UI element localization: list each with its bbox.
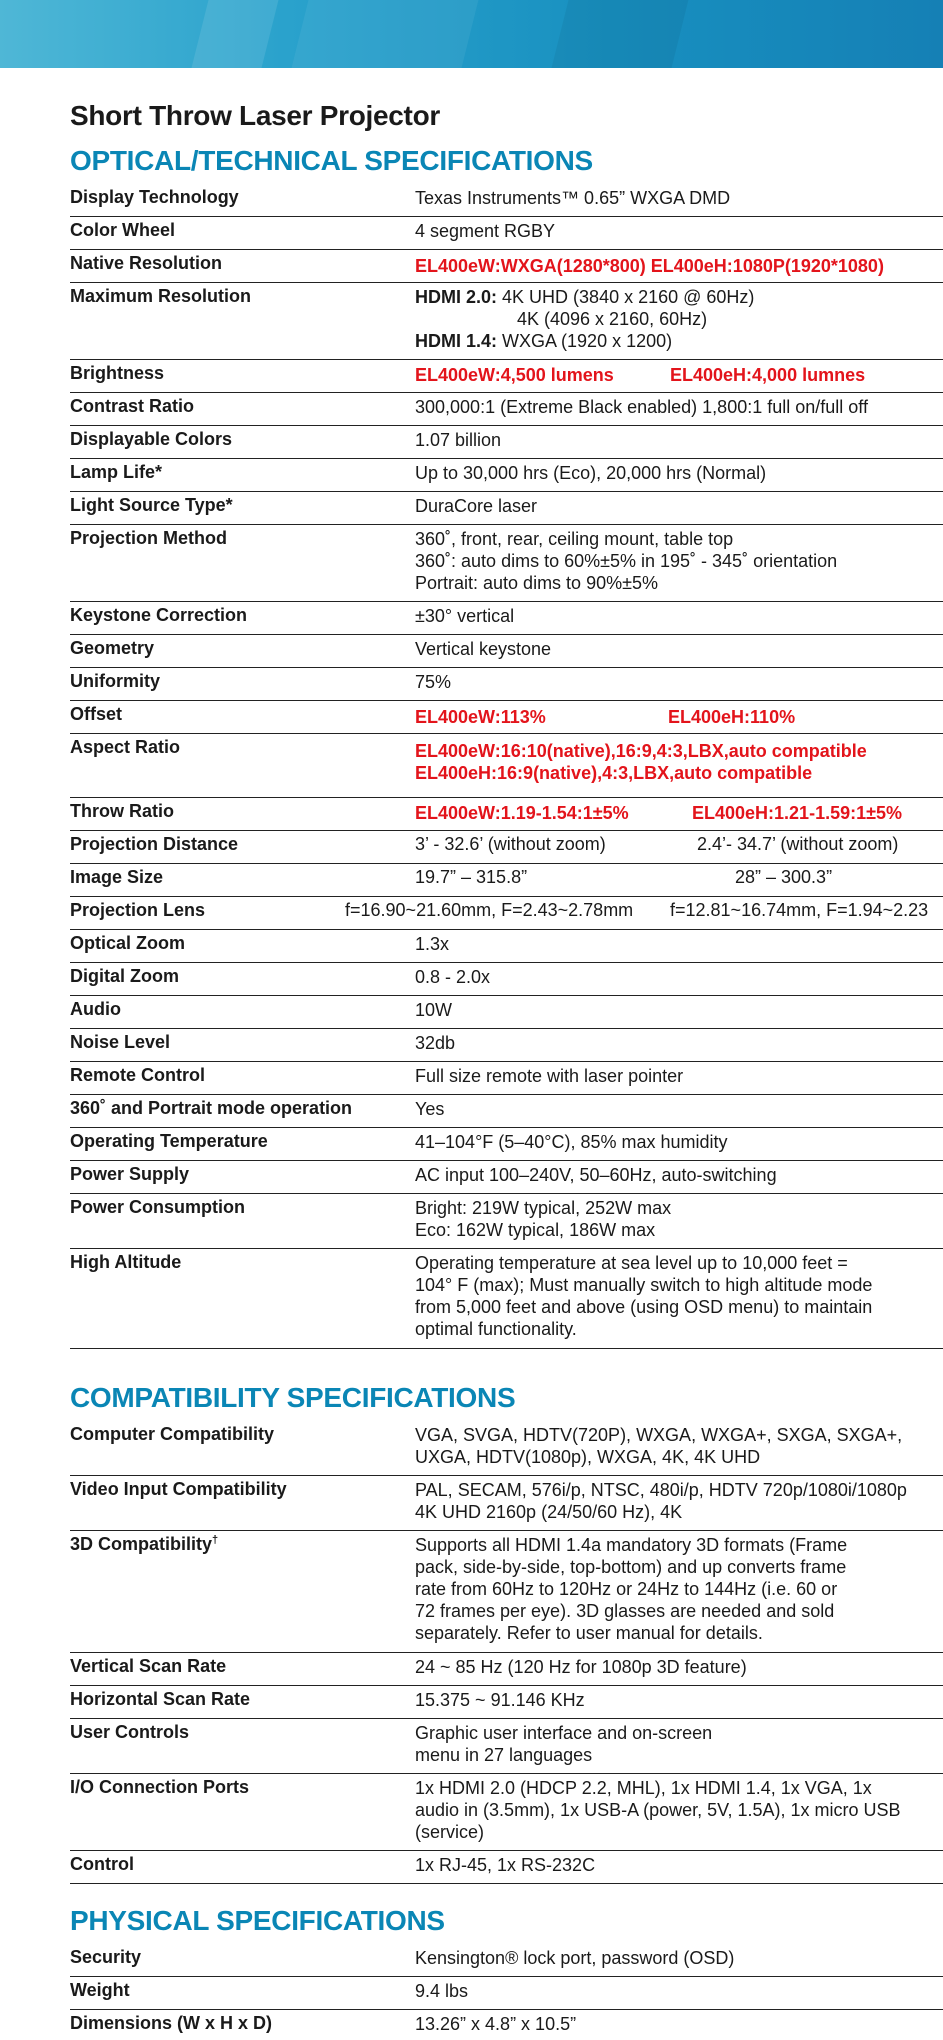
spec-label: Remote Control — [70, 1065, 205, 1085]
spec-label: Color Wheel — [70, 220, 176, 240]
spec-value-line: 4K UHD 2160p (24/50/60 Hz), 4K — [415, 1502, 683, 1522]
spec-row-aspect-ratio — [70, 734, 943, 798]
spec-value-line: 72 frames per eye). 3D glasses are needed and sold — [415, 1601, 835, 1621]
spec-label: Brightness — [70, 363, 165, 383]
spec-row-power-consumption — [70, 1194, 943, 1249]
spec-row-keystone-correction — [70, 602, 943, 635]
compatibility-spec-table — [70, 1421, 943, 1884]
spec-row-dimensions — [70, 2010, 943, 2040]
spec-value: 15.375 ~ 91.146 KHz — [415, 1690, 585, 1710]
spec-row-color-wheel — [70, 217, 943, 250]
spec-value-multiline — [415, 1534, 847, 1644]
spec-value-multiline — [415, 1252, 872, 1340]
spec-label: Power Consumption — [70, 1197, 245, 1217]
spec-value: 1.3x — [415, 934, 450, 954]
spec-value: Vertical keystone — [415, 639, 552, 659]
spec-row-weight — [70, 1977, 943, 2010]
spec-row-uniformity — [70, 668, 943, 701]
spec-row-projection-method — [70, 525, 943, 602]
spec-label: Lamp Life* — [70, 462, 163, 482]
spec-value-line: Bright: 219W typical, 252W max — [415, 1198, 672, 1218]
spec-row-noise-level — [70, 1029, 943, 1062]
spec-label: Image Size — [70, 867, 164, 887]
spec-row-optical-zoom — [70, 930, 943, 963]
spec-value-multiline — [415, 286, 754, 352]
spec-label: Security — [70, 1947, 142, 1967]
spec-value-line: from 5,000 feet and above (using OSD menu) to maintain — [415, 1297, 873, 1317]
spec-value: Kensington® lock port, password (OSD) — [415, 1948, 735, 1968]
spec-row-remote-control — [70, 1062, 943, 1095]
spec-label: Operating Temperature — [70, 1131, 268, 1151]
spec-row-3d-compatibility — [70, 1531, 943, 1653]
spec-label: Noise Level — [70, 1032, 171, 1052]
spec-value: 1.07 billion — [415, 430, 502, 450]
spec-value: DuraCore laser — [415, 496, 538, 516]
spec-value-line: PAL, SECAM, 576i/p, NTSC, 480i/p, HDTV 720p/1080i/1080p — [415, 1480, 907, 1500]
spec-value-multiline — [415, 1424, 902, 1468]
spec-value-line: EL400eW:16:10(native),16:9,4:3,LBX,auto compatible — [415, 741, 867, 761]
spec-row-control — [70, 1851, 943, 1884]
spec-value-el400eh: EL400eH:4,000 lumnes — [670, 365, 866, 385]
spec-label: I/O Connection Ports — [70, 1777, 250, 1797]
spec-value: Texas Instruments™ 0.65” WXGA DMD — [415, 188, 731, 208]
spec-value-el400eh: f=12.81~16.74mm, F=1.94~2.23 — [670, 900, 929, 920]
spec-label: Horizontal Scan Rate — [70, 1689, 251, 1709]
spec-value: AC input 100–240V, 50–60Hz, auto-switching — [415, 1165, 777, 1185]
spec-row-throw-ratio — [70, 798, 943, 831]
spec-value-line: 360˚: auto dims to 60%±5% in 195˚ - 345˚ orientation — [415, 551, 838, 571]
spec-value-el400ew: 19.7” – 315.8” — [415, 867, 528, 887]
section-title-physical: PHYSICAL SPECIFICATIONS — [70, 1905, 445, 1936]
spec-value-el400eh: EL400eH:110% — [668, 707, 796, 727]
spec-value-line: UXGA, HDTV(1080p), WXGA, 4K, 4K UHD — [415, 1447, 761, 1467]
spec-value-line: EL400eH:16:9(native),4:3,LBX,auto compatible — [415, 763, 813, 783]
page-title: Short Throw Laser Projector — [70, 100, 440, 131]
banner-stripe — [292, 0, 479, 68]
section-title-optical: OPTICAL/TECHNICAL SPECIFICATIONS — [70, 145, 593, 176]
hdmi-14-value: WXGA (1920 x 1200) — [502, 331, 673, 351]
spec-value-el400ew: EL400eW:4,500 lumens — [415, 365, 614, 385]
spec-value-line: 1x HDMI 2.0 (HDCP 2.2, MHL), 1x HDMI 1.4, 1x VGA, 1x — [415, 1778, 872, 1798]
spec-row-vertical-scan-rate — [70, 1653, 943, 1686]
spec-value: 0.8 - 2.0x — [415, 967, 491, 987]
spec-value-line: Operating temperature at sea level up to 10,000 feet = — [415, 1253, 848, 1273]
spec-label: User Controls — [70, 1722, 190, 1742]
spec-label: Vertical Scan Rate — [70, 1656, 227, 1676]
spec-value: 1x RJ-45, 1x RS-232C — [415, 1855, 596, 1875]
spec-value-multiline — [415, 1197, 671, 1241]
spec-value: 13.26” x 4.8” x 10.5” — [415, 2014, 577, 2034]
spec-label: Optical Zoom — [70, 933, 186, 953]
spec-label: Projection Distance — [70, 834, 239, 854]
spec-row-image-size — [70, 864, 943, 897]
spec-value: 24 ~ 85 Hz (120 Hz for 1080p 3D feature) — [415, 1657, 747, 1677]
spec-value: EL400eW:WXGA(1280*800) EL400eH:1080P(1920*1080) — [415, 256, 884, 276]
banner-stripe — [552, 0, 689, 68]
spec-value: 300,000:1 (Extreme Black enabled) 1,800:1 full on/full off — [415, 397, 868, 417]
spec-value-multiline — [415, 528, 837, 594]
spec-row-horizontal-scan-rate — [70, 1686, 943, 1719]
hdmi-20-value-2: 4K (4096 x 2160, 60Hz) — [517, 309, 708, 329]
spec-label: Computer Compatibility — [70, 1424, 275, 1444]
spec-label: 360˚ and Portrait mode operation — [70, 1098, 353, 1118]
spec-value: 9.4 lbs — [415, 1981, 469, 2001]
spec-value-line: Supports all HDMI 1.4a mandatory 3D formats (Frame — [415, 1535, 848, 1555]
spec-label: Projection Lens — [70, 900, 206, 920]
spec-label: Uniformity — [70, 671, 160, 691]
spec-row-audio — [70, 996, 943, 1029]
spec-row-projection-distance — [70, 831, 943, 864]
hdmi-14-label: HDMI 1.4: — [415, 331, 498, 351]
spec-label: Video Input Compatibility — [70, 1479, 287, 1499]
spec-label: Audio — [70, 999, 121, 1019]
spec-row-io-connection-ports — [70, 1774, 943, 1851]
spec-value-el400eh: EL400eH:1.21-1.59:1±5% — [692, 803, 902, 823]
spec-value-line: 104° F (max); Must manually switch to high altitude mode — [415, 1275, 873, 1295]
spec-label-text: 3D Compatibility — [70, 1534, 213, 1554]
dagger-footnote-mark: † — [212, 1534, 219, 1546]
spec-value-el400ew: 3’ - 32.6’ (without zoom) — [415, 834, 606, 854]
spec-value: Full size remote with laser pointer — [415, 1066, 684, 1086]
spec-value-line: Graphic user interface and on-screen — [415, 1723, 713, 1743]
spec-value-line: (service) — [415, 1822, 485, 1842]
spec-label: Light Source Type* — [70, 495, 233, 515]
spec-value: 41–104°F (5–40°C), 85% max humidity — [415, 1132, 728, 1152]
spec-value-el400ew: f=16.90~21.60mm, F=2.43~2.78mm — [345, 900, 634, 920]
spec-label: Aspect Ratio — [70, 737, 181, 757]
spec-value: 4 segment RGBY — [415, 221, 556, 241]
spec-value: 75% — [415, 672, 452, 692]
spec-row-geometry — [70, 635, 943, 668]
spec-value-line: Eco: 162W typical, 186W max — [415, 1220, 656, 1240]
spec-row-native-resolution — [70, 250, 943, 283]
spec-row-user-controls — [70, 1719, 943, 1774]
spec-row-security — [70, 1944, 943, 1977]
spec-label: High Altitude — [70, 1252, 182, 1272]
spec-value-el400eh: 2.4’- 34.7’ (without zoom) — [697, 834, 899, 854]
spec-value-line: audio in (3.5mm), 1x USB-A (power, 5V, 1.5A), 1x micro USB — [415, 1800, 901, 1820]
spec-row-brightness — [70, 360, 943, 393]
spec-label: Contrast Ratio — [70, 396, 195, 416]
spec-row-portrait-mode — [70, 1095, 943, 1128]
spec-row-lamp-life — [70, 459, 943, 492]
spec-value-line: Portrait: auto dims to 90%±5% — [415, 573, 658, 593]
spec-value-multiline — [415, 740, 867, 784]
spec-value: Up to 30,000 hrs (Eco), 20,000 hrs (Normal) — [415, 463, 767, 483]
spec-label: Native Resolution — [70, 253, 223, 273]
spec-label: Projection Method — [70, 528, 227, 548]
spec-value-line: menu in 27 languages — [415, 1745, 593, 1765]
spec-label: Throw Ratio — [70, 801, 174, 821]
spec-row-display-technology — [70, 184, 943, 217]
spec-value-line: VGA, SVGA, HDTV(720P), WXGA, WXGA+, SXGA, SXGA+, — [415, 1425, 903, 1445]
spec-label: Display Technology — [70, 187, 239, 207]
spec-value-el400eh: 28” – 300.3” — [735, 867, 833, 887]
spec-label: Displayable Colors — [70, 429, 233, 449]
spec-value: 10W — [415, 1000, 453, 1020]
spec-row-offset — [70, 701, 943, 734]
spec-row-displayable-colors — [70, 426, 943, 459]
spec-value-line: rate from 60Hz to 120Hz or 24Hz to 144Hz (i.e. 60 or — [415, 1579, 838, 1599]
spec-value-line: separately. Refer to user manual for details. — [415, 1623, 763, 1643]
spec-label: Geometry — [70, 638, 155, 658]
spec-row-operating-temperature — [70, 1128, 943, 1161]
spec-row-projection-lens — [70, 897, 943, 930]
spec-value-el400ew: EL400eW:113% — [415, 707, 546, 727]
spec-label: Maximum Resolution — [70, 286, 252, 306]
spec-row-light-source-type — [70, 492, 943, 525]
spec-value-line: pack, side-by-side, top-bottom) and up converts frame — [415, 1557, 847, 1577]
spec-label: Digital Zoom — [70, 966, 179, 986]
spec-row-contrast-ratio — [70, 393, 943, 426]
header-banner — [0, 0, 943, 68]
spec-row-computer-compatibility — [70, 1421, 943, 1476]
spec-value-multiline — [415, 1722, 712, 1766]
spec-value: 32db — [415, 1033, 456, 1053]
spec-label: Offset — [70, 704, 123, 724]
spec-value-line: 360˚, front, rear, ceiling mount, table top — [415, 529, 734, 549]
spec-label: Weight — [70, 1980, 130, 2000]
spec-value: Yes — [415, 1099, 445, 1119]
spec-value-multiline — [415, 1777, 901, 1843]
spec-row-maximum-resolution — [70, 283, 943, 360]
optical-spec-table — [70, 184, 943, 1349]
hdmi-20-label: HDMI 2.0: — [415, 287, 498, 307]
spec-value-line: optimal functionality. — [415, 1319, 577, 1339]
hdmi-20-value: 4K UHD (3840 x 2160 @ 60Hz) — [502, 287, 755, 307]
spec-label: Power Supply — [70, 1164, 190, 1184]
spec-value-el400ew: EL400eW:1.19-1.54:1±5% — [415, 803, 629, 823]
spec-label: Control — [70, 1854, 134, 1874]
spec-value-multiline — [415, 1479, 907, 1523]
spec-row-power-supply — [70, 1161, 943, 1194]
spec-label: Dimensions (W x H x D) — [70, 2013, 273, 2033]
section-title-compatibility: COMPATIBILITY SPECIFICATIONS — [70, 1382, 516, 1413]
spec-row-video-input-compatibility — [70, 1476, 943, 1531]
spec-value: ±30° vertical — [415, 606, 515, 626]
spec-row-digital-zoom — [70, 963, 943, 996]
spec-row-high-altitude — [70, 1249, 943, 1349]
spec-label: Keystone Correction — [70, 605, 248, 625]
spec-label — [70, 1534, 218, 1555]
banner-stripe — [192, 0, 279, 68]
physical-spec-table — [70, 1944, 943, 2040]
